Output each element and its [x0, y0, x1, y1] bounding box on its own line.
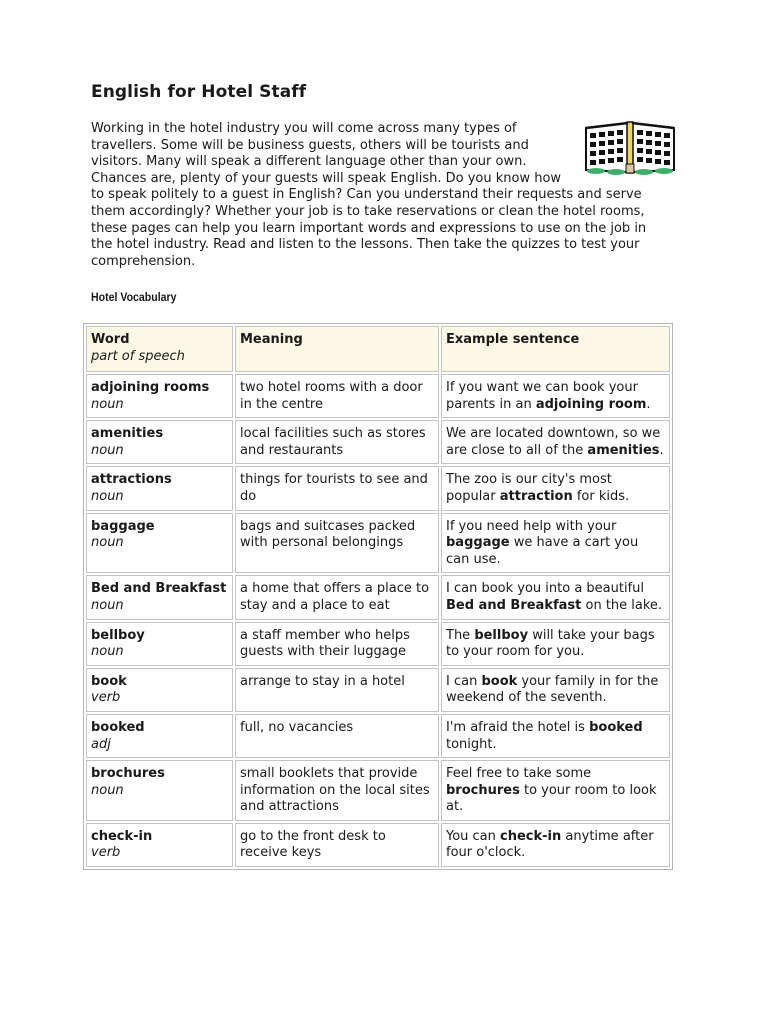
- meaning-text: go to the front desk to receive keys: [240, 828, 386, 861]
- page-title: English for Hotel Staff: [91, 82, 307, 102]
- vocab-term: amenities: [91, 426, 164, 442]
- example-cell: [441, 823, 670, 867]
- part-of-speech: noun: [91, 442, 124, 458]
- example-highlight: brochures: [446, 782, 520, 798]
- example-text: The zoo is our city's most popular: [446, 472, 612, 504]
- part-of-speech: noun: [91, 488, 124, 504]
- example-highlight: attraction: [499, 488, 573, 504]
- example-cell: [441, 622, 670, 666]
- example-cell: [441, 714, 670, 758]
- example-highlight: adjoining room: [535, 396, 647, 412]
- meaning-text: a home that offers a place to stay and a place to eat: [240, 581, 430, 613]
- header-word: [86, 326, 233, 372]
- part-of-speech: verb: [91, 690, 121, 706]
- example-cell: [441, 466, 670, 510]
- vocabulary-table: [83, 323, 673, 870]
- example-text: Feel free to take some: [446, 766, 592, 782]
- part-of-speech: verb: [91, 845, 121, 861]
- vocab-term: booked: [91, 719, 145, 735]
- meaning-cell: [235, 466, 439, 510]
- example-highlight: book: [481, 673, 518, 689]
- table-row: [86, 466, 670, 510]
- meaning-text: small booklets that provide information on the local sites and attractions: [240, 766, 430, 815]
- example-text-end: tonight.: [446, 736, 497, 752]
- word-cell: [86, 420, 233, 464]
- word-cell: [86, 823, 233, 867]
- example-text: We are located downtown, so we are close to all of the: [446, 426, 661, 458]
- part-of-speech: noun: [91, 597, 124, 613]
- meaning-text: local facilities such as stores and restaurants: [240, 426, 426, 458]
- example-cell: [441, 513, 670, 574]
- example-highlight: amenities: [587, 442, 660, 458]
- intro-paragraph: [91, 121, 671, 270]
- example-text: The: [446, 627, 475, 643]
- meaning-cell: [235, 622, 439, 666]
- example-text-end: anytime after four o'clock.: [446, 828, 654, 861]
- meaning-cell: [235, 374, 439, 418]
- word-cell: [86, 513, 233, 574]
- meaning-cell: [235, 823, 439, 867]
- meaning-text: things for tourists to see and do: [240, 472, 428, 504]
- word-cell: [86, 760, 233, 821]
- meaning-text: a staff member who helps guests with their luggage: [240, 627, 410, 660]
- example-highlight: baggage: [446, 535, 510, 551]
- example-highlight: Bed and Breakfast: [446, 597, 582, 613]
- example-text-end: to your room to look at.: [446, 782, 657, 815]
- meaning-cell: [235, 668, 439, 712]
- vocab-term: adjoining rooms: [91, 380, 210, 395]
- table-row: [86, 374, 670, 418]
- example-text-end: we have a cart you can use.: [446, 535, 639, 567]
- example-cell: [441, 374, 670, 418]
- table-row: [86, 823, 670, 867]
- word-cell: [86, 622, 233, 666]
- example-text: If you need help with your: [446, 518, 617, 534]
- table-row: [86, 714, 670, 758]
- example-cell: [441, 420, 670, 464]
- word-cell: [86, 714, 233, 758]
- section-title: Hotel Vocabulary: [91, 290, 177, 304]
- table-row: [86, 668, 670, 712]
- vocab-term: brochures: [91, 766, 165, 782]
- word-cell: [86, 374, 233, 418]
- part-of-speech: noun: [91, 782, 124, 798]
- meaning-cell: [235, 575, 439, 619]
- part-of-speech: adj: [91, 736, 111, 752]
- part-of-speech: noun: [91, 535, 124, 551]
- example-cell: [441, 575, 670, 619]
- meaning-text: arrange to stay in a hotel: [240, 673, 405, 689]
- header-example: Example sentence: [441, 326, 670, 372]
- vocab-term: book: [91, 673, 127, 689]
- example-text-end: will take your bags to your room for you.: [446, 627, 655, 660]
- meaning-text: bags and suitcases packed with personal belongings: [240, 518, 416, 551]
- part-of-speech: noun: [91, 644, 124, 660]
- header-word-label: Word: [91, 332, 130, 347]
- meaning-cell: [235, 513, 439, 574]
- example-highlight: booked: [589, 719, 643, 735]
- table-row: [86, 575, 670, 619]
- table-row: [86, 420, 670, 464]
- example-text-end: on the lake.: [581, 597, 663, 613]
- vocab-term: attractions: [91, 472, 172, 488]
- meaning-text: two hotel rooms with a door in the centre: [240, 380, 423, 412]
- example-highlight: bellboy: [474, 627, 529, 643]
- example-text-end: for kids.: [572, 488, 630, 504]
- word-cell: [86, 668, 233, 712]
- example-text: I can book you into a beautiful: [446, 581, 645, 597]
- table-row: [86, 513, 670, 574]
- vocab-term: baggage: [91, 518, 155, 534]
- meaning-cell: [235, 760, 439, 821]
- example-cell: [441, 668, 670, 712]
- table-row: [86, 622, 670, 666]
- meaning-text: full, no vacancies: [240, 719, 354, 735]
- example-text: You can: [446, 828, 501, 844]
- word-cell: [86, 466, 233, 510]
- meaning-cell: [235, 714, 439, 758]
- vocab-term: check-in: [91, 828, 153, 844]
- table-body: [86, 374, 670, 867]
- example-text: I'm afraid the hotel is: [446, 719, 590, 735]
- part-of-speech: noun: [91, 396, 124, 412]
- meaning-cell: [235, 420, 439, 464]
- example-text-end: .: [646, 396, 651, 412]
- example-highlight: check-in: [500, 828, 562, 844]
- example-text-end: .: [659, 442, 664, 458]
- table-row: [86, 760, 670, 821]
- header-meaning: Meaning: [235, 326, 439, 372]
- example-text: If you want we can book your parents in an: [446, 380, 638, 412]
- table-header-row: [86, 326, 670, 372]
- word-cell: [86, 575, 233, 619]
- vocab-term: Bed and Breakfast: [91, 581, 227, 597]
- example-text-end: your family in for the weekend of the seventh.: [446, 673, 659, 706]
- header-pos-label: part of speech: [91, 348, 185, 364]
- intro-text: Working in the hotel industry you will come across many types of travellers. Some will be business guests, others will be tourists and visitors. Many will speak a different language other than your own. Chances are, plenty of your guests will speak English. Do you know how to speak politely to a guest in English? Can you understand their requests and serve them accordingly? Whether your job is to take reservations or clean the hotel rooms, these pages can help you learn important words and expressions to use on the job in the hotel industry. Read and listen to the lessons. Then take the quizzes to test your comprehension.: [91, 121, 647, 269]
- vocab-term: bellboy: [91, 627, 145, 643]
- example-text: I can: [446, 673, 482, 689]
- example-cell: [441, 760, 670, 821]
